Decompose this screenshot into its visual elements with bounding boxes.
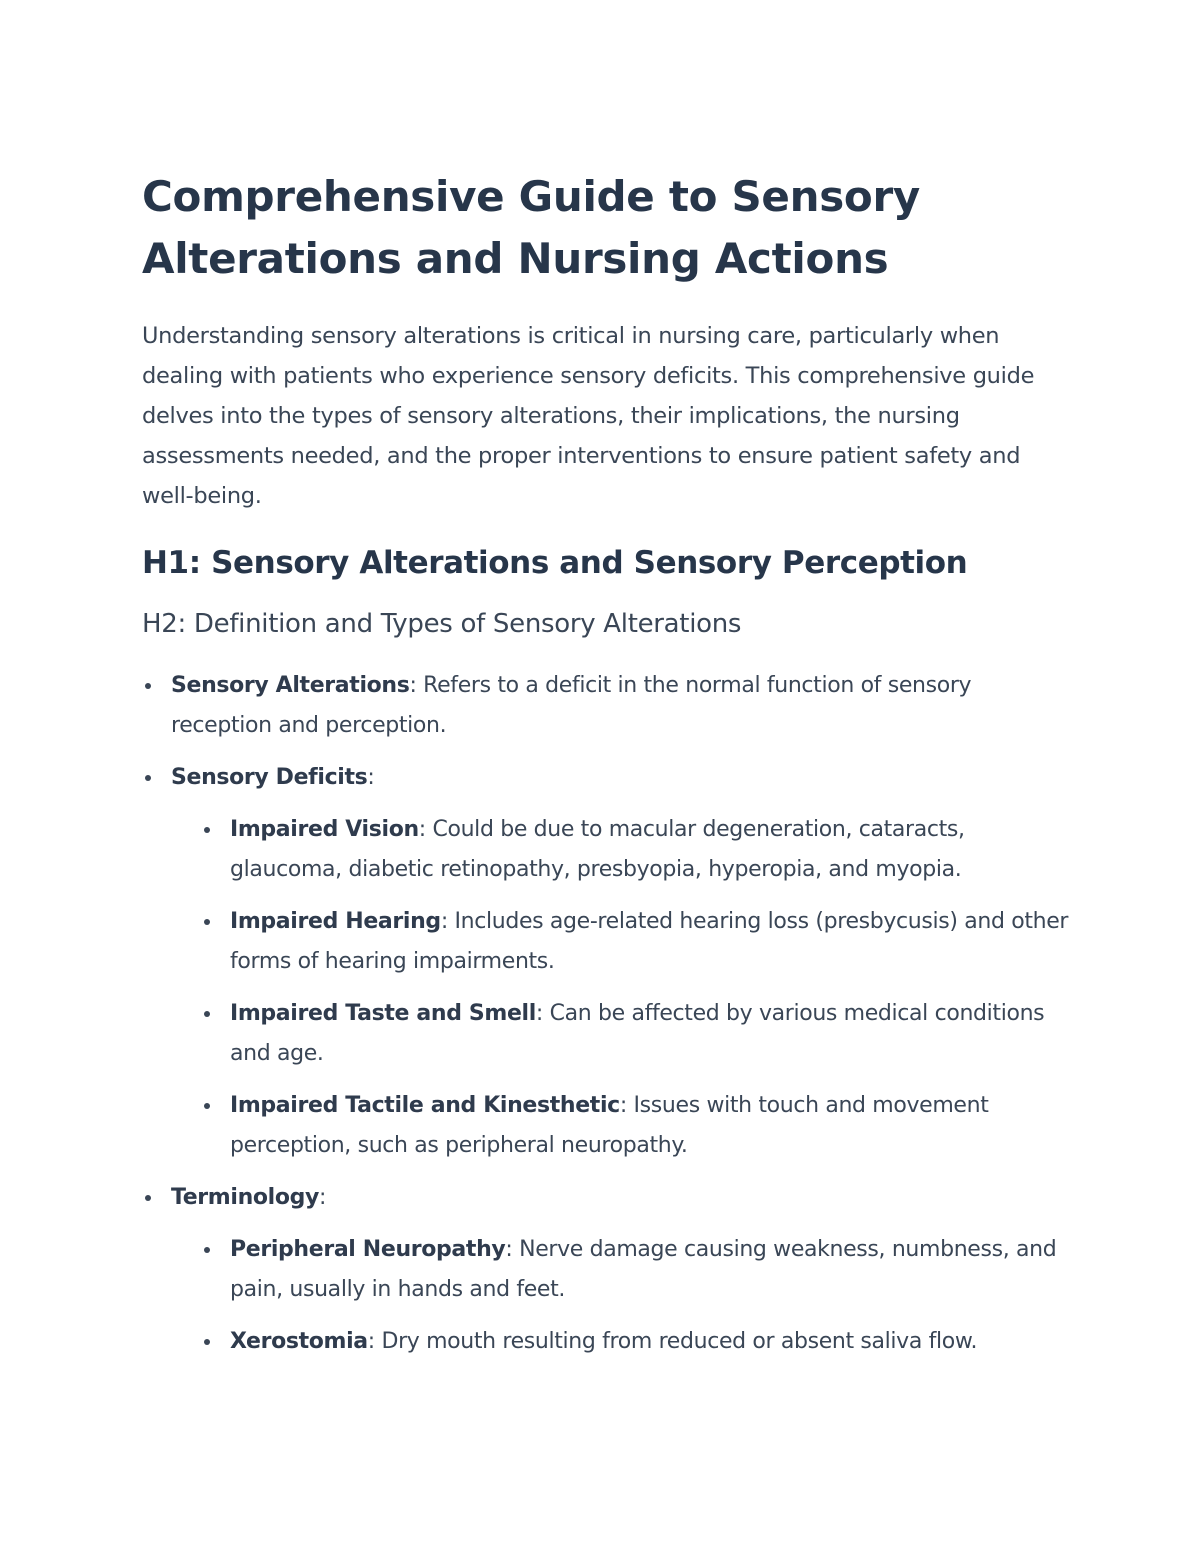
term-label: Sensory Deficits <box>171 765 368 790</box>
list-item-terminology <box>142 1178 1072 1362</box>
title-line-1: Comprehensive Guide to Sensory <box>142 172 920 221</box>
sensory-deficits-sublist <box>201 810 1072 1166</box>
terminology-sublist <box>201 1230 1072 1362</box>
term-description: : Dry mouth resulting from reduced or absent saliva flow. <box>367 1329 978 1354</box>
term-label: Peripheral Neuropathy <box>230 1237 506 1262</box>
section-heading-h1: H1: Sensory Alterations and Sensory Perception <box>142 545 968 581</box>
definition-list <box>142 666 1072 1362</box>
list-item-sensory-deficits <box>142 758 1072 1166</box>
term-description: : Issues with touch and movement perception, such as peripheral neuropathy. <box>230 1093 989 1158</box>
list-item-impaired-tactile <box>201 1086 1072 1166</box>
term-label: Impaired Tactile and Kinesthetic <box>230 1093 620 1118</box>
list-item-xerostomia <box>201 1322 1072 1362</box>
intro-paragraph: Understanding sensory alterations is critical in nursing care, particularly when dealing with patients who experience sensory deficits. This comprehensive guide delves into the types of sensory alterations, their implications, the nursing assessments needed, and the proper interventions to ensure patient safety and well-being. <box>142 323 1035 509</box>
term-label: Impaired Vision <box>230 817 419 842</box>
section-heading-h2: H2: Definition and Types of Sensory Alterations <box>142 609 742 639</box>
term-label: Sensory Alterations <box>171 673 410 698</box>
term-description: : Can be affected by various medical conditions and age. <box>230 1001 1045 1066</box>
term-description: : <box>367 765 375 790</box>
list-item-peripheral-neuropathy <box>201 1230 1072 1310</box>
term-description: : Nerve damage causing weakness, numbness, and pain, usually in hands and feet. <box>230 1237 1057 1302</box>
term-description: : <box>319 1185 327 1210</box>
document-title <box>142 166 1072 290</box>
list-item-sensory-alterations <box>142 666 1072 746</box>
term-description: : Includes age-related hearing loss (presbycusis) and other forms of hearing impairments. <box>230 909 1069 974</box>
term-label: Impaired Hearing <box>230 909 441 934</box>
list-item-impaired-hearing <box>201 902 1072 982</box>
term-label: Terminology <box>171 1185 319 1210</box>
term-description: : Could be due to macular degeneration, cataracts, glaucoma, diabetic retinopathy, presbyopia, hyperopia, and myopia. <box>230 817 965 882</box>
list-item-impaired-vision <box>201 810 1072 890</box>
list-item-impaired-taste-smell <box>201 994 1072 1074</box>
document-page <box>142 166 1072 1362</box>
term-description: : Refers to a deficit in the normal function of sensory reception and perception. <box>171 673 972 738</box>
term-label: Xerostomia <box>230 1329 368 1354</box>
title-line-2: Alterations and Nursing Actions <box>142 234 889 283</box>
term-label: Impaired Taste and Smell <box>230 1001 536 1026</box>
